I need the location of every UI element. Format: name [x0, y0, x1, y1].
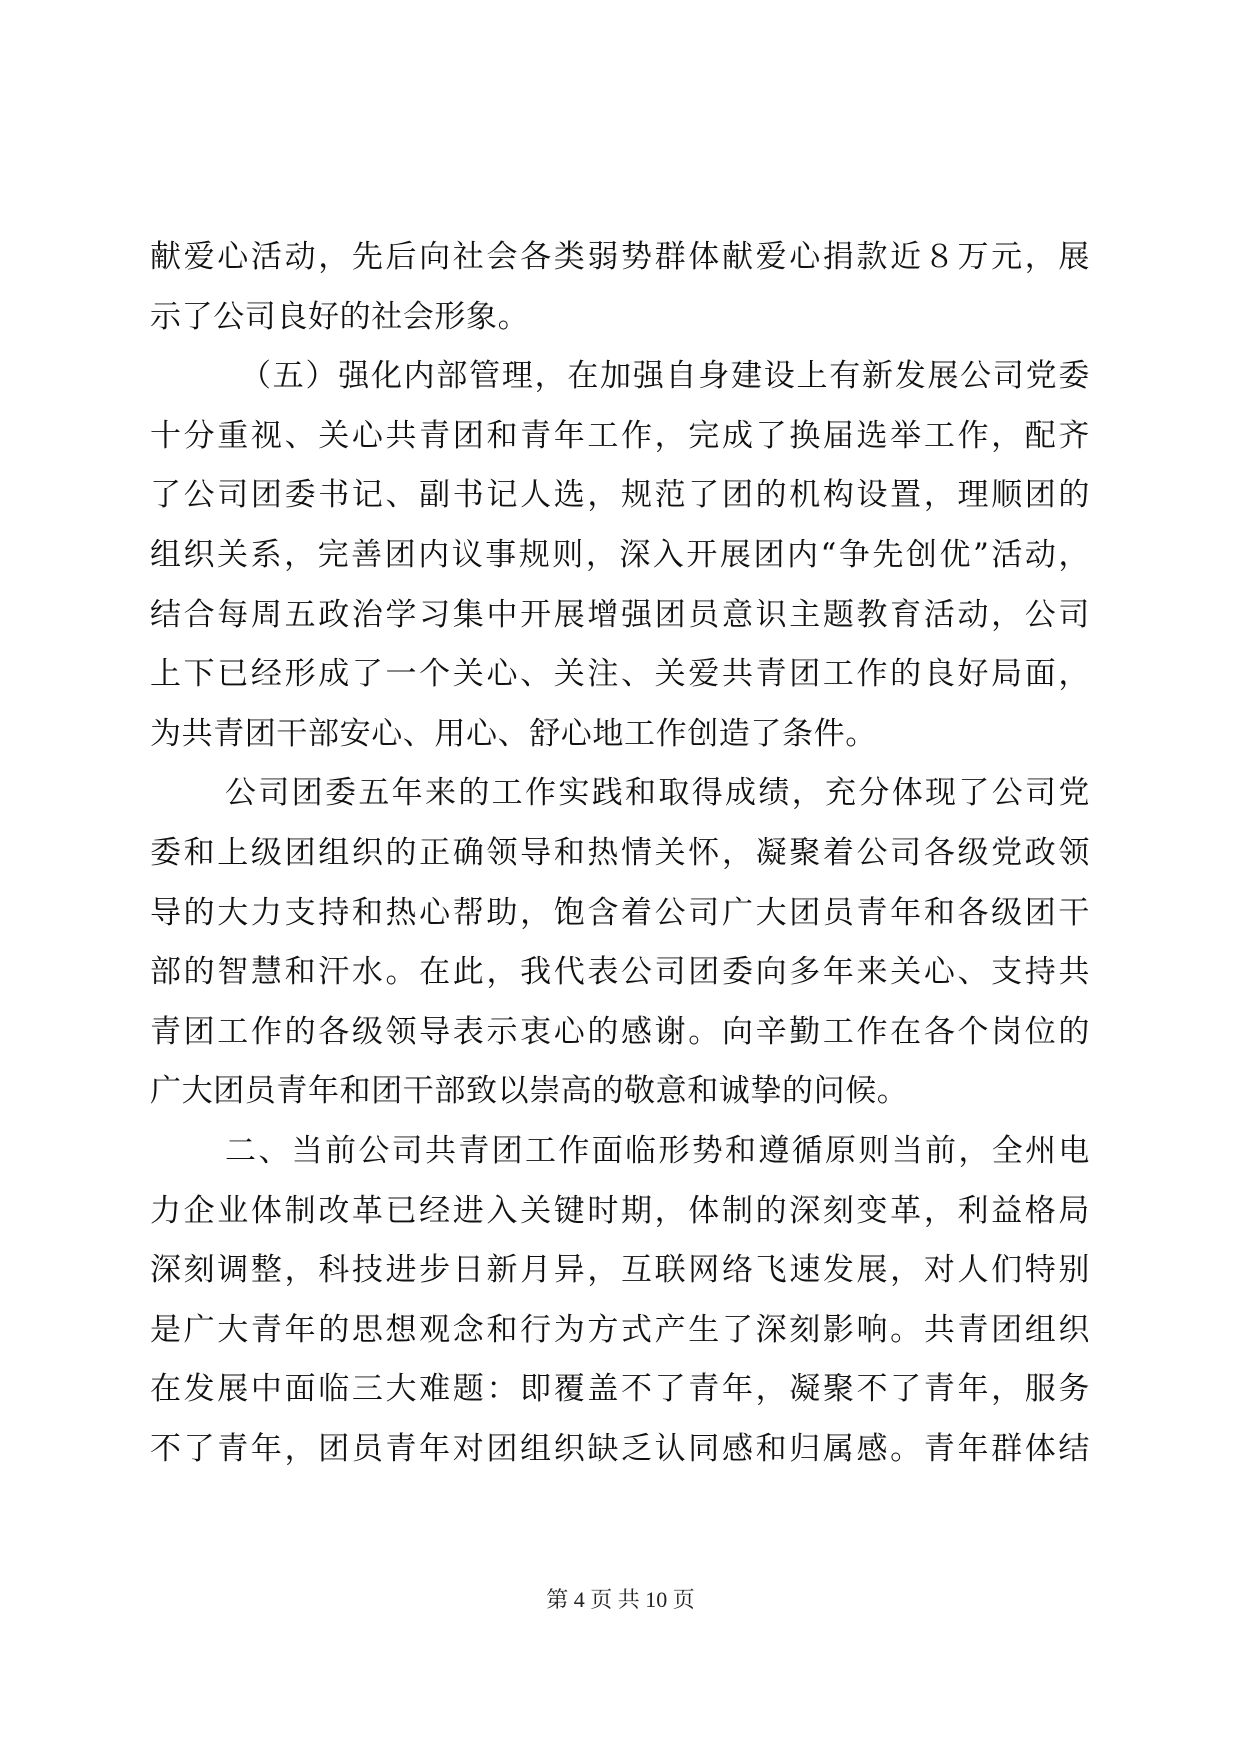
document-body	[150, 228, 1090, 1479]
text-line: 导的大力支持和热心帮助，饱含着公司广大团员青年和各级团干	[150, 894, 1090, 931]
text-line: 广大团员青年和团干部致以崇高的敬意和诚挚的问候。	[150, 1073, 909, 1110]
text-line: 不了青年，团员青年对团组织缺乏认同感和归属感。青年群体结	[150, 1430, 1090, 1467]
text-line: 上下已经形成了一个关心、关注、关爱共青团工作的良好局面，	[150, 656, 1090, 693]
section-heading-line: 二、当前公司共青团工作面临形势和遵循原则当前，全州电	[225, 1132, 1090, 1169]
section-heading-line: （五）强化内部管理，在加强自身建设上有新发展公司党委	[240, 358, 1090, 395]
text-line: 示了公司良好的社会形象。	[150, 298, 530, 335]
text-line: 结合每周五政治学习集中开展增强团员意识主题教育活动，公司	[150, 596, 1090, 633]
text-line: 了公司团委书记、副书记人选，规范了团的机构设置，理顺团的	[150, 477, 1090, 514]
text-line: 力企业体制改革已经进入关键时期，体制的深刻变革，利益格局	[150, 1192, 1090, 1229]
text-line: 青团工作的各级领导表示衷心的感谢。向辛勤工作在各个岗位的	[150, 1013, 1090, 1050]
paragraph-first-line: 公司团委五年来的工作实践和取得成绩，充分体现了公司党	[225, 775, 1090, 812]
text-line: 为共青团干部安心、用心、舒心地工作创造了条件。	[150, 715, 877, 752]
text-line: 献爱心活动，先后向社会各类弱势群体献爱心捐款近８万元，展	[150, 239, 1090, 275]
text-line: 部的智慧和汗水。在此，我代表公司团委向多年来关心、支持共	[150, 954, 1090, 991]
text-line: 在发展中面临三大难题：即覆盖不了青年，凝聚不了青年，服务	[150, 1371, 1090, 1408]
text-line: 委和上级团组织的正确领导和热情关怀，凝聚着公司各级党政领	[150, 834, 1090, 871]
page-number-footer: 第 4 页 共 10 页	[546, 1587, 695, 1612]
text-line: 十分重视、关心共青团和青年工作，完成了换届选举工作，配齐	[150, 417, 1090, 454]
text-line: 组织关系，完善团内议事规则，深入开展团内“争先创优”活动，	[150, 536, 1090, 573]
text-line: 是广大青年的思想观念和行为方式产生了深刻影响。共青团组织	[150, 1311, 1090, 1348]
text-line: 深刻调整，科技进步日新月异，互联网络飞速发展，对人们特别	[150, 1252, 1090, 1289]
